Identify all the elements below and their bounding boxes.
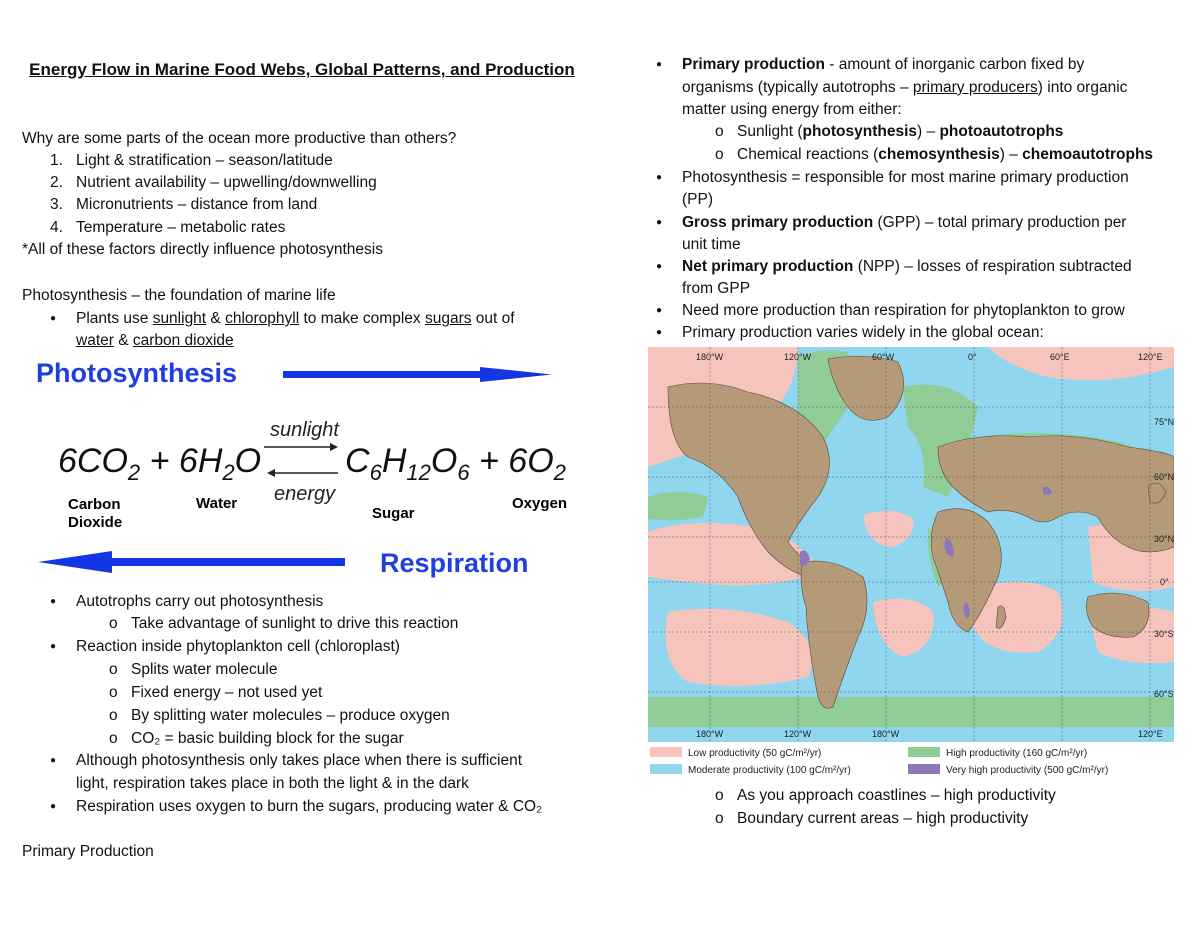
plants-bullet-cont: water & carbon dioxide (76, 332, 234, 349)
map-lat-label: 60°S (1154, 689, 1174, 699)
map-lat-label: 30°N (1154, 534, 1174, 544)
plants-bullet: ● Plants use sunlight & chlorophyll to make complex sugars out of (76, 308, 515, 330)
list-item: o Splits water molecule (131, 659, 277, 681)
map-top-label: 0° (968, 352, 977, 362)
map-top-label: 180°W (696, 352, 724, 362)
map-lat-label: 75°N (1154, 417, 1174, 427)
list-item: o Boundary current areas – high productivity (737, 808, 1028, 830)
list-item: 1. Light & stratification – season/latitude (50, 152, 333, 169)
list-item: o By splitting water molecules – produce oxygen (131, 705, 450, 727)
list-item-cont: from GPP (682, 280, 751, 297)
photosynthesis-diagram (30, 352, 575, 584)
energy-label: energy (274, 483, 336, 505)
map-lat-label: 60°N (1154, 472, 1174, 482)
map-top-label: 60°E (1050, 352, 1070, 362)
list-item-cont: light, respiration takes place in both the light & in the dark (76, 775, 469, 792)
list-item: o Fixed energy – not used yet (131, 682, 322, 704)
legend-label: Moderate productivity (100 gC/m²/yr) (688, 765, 851, 776)
map-legend (650, 747, 1108, 776)
map-bottom-label: 180°W (696, 729, 724, 739)
map-lat-label: 30°S (1154, 629, 1174, 639)
list-item-cont: (PP) (682, 191, 713, 208)
forward-arrow (283, 367, 552, 382)
list-item: ● Gross primary production (GPP) – total primary production per (682, 212, 1126, 234)
list-item-cont: organisms (typically autotrophs – primary producers) into organic (682, 79, 1128, 96)
photosynthesis-label: Photosynthesis (36, 358, 238, 388)
factors-note: *All of these factors directly influence photosynthesis (22, 241, 383, 258)
list-item: ● Autotrophs carry out photosynthesis (76, 591, 323, 613)
list-item: ● Although photosynthesis only takes place when there is sufficient (76, 750, 522, 772)
list-item: o Sunlight (photosynthesis) – photoautotrophs (737, 121, 1063, 143)
svg-text:6CO2 + 6H2O: $6CO_2 + 6H_2O$ (58, 442, 262, 485)
legend-label: Low productivity (50 gC/m²/yr) (688, 748, 822, 759)
legend-label: High productivity (160 gC/m²/yr) (946, 748, 1088, 759)
map-lat-label: 0° (1160, 577, 1169, 587)
oxygen-label: Oxygen (512, 495, 568, 512)
list-item: ● Need more production than respiration for phytoplankton to grow (682, 300, 1125, 322)
page-title: Energy Flow in Marine Food Webs, Global Patterns, and Production (29, 60, 575, 79)
question-text: Why are some parts of the ocean more productive than others? (22, 130, 457, 147)
svg-text:C6H12O6 + 6O2: $C_6H_{12}O_6 + 6O_2$ (345, 442, 566, 485)
list-item: 2. Nutrient availability – upwelling/downwelling (50, 174, 377, 191)
photosynthesis-heading: Photosynthesis – the foundation of marine life (22, 287, 336, 304)
respiration-label: Respiration (380, 548, 529, 578)
backward-arrow (38, 551, 345, 573)
list-item: ● Primary production - amount of inorganic carbon fixed by (682, 54, 1084, 76)
sugar-label: Sugar (372, 505, 415, 522)
list-item: o Take advantage of sunlight to drive this reaction (131, 613, 458, 635)
list-item: ● Photosynthesis = responsible for most marine primary production (682, 167, 1129, 189)
chemical-equation (58, 442, 566, 485)
water-label: Water (196, 495, 238, 512)
productivity-map (648, 347, 1174, 779)
map-top-label: 60°W (872, 352, 895, 362)
list-item: ● Reaction inside phytoplankton cell (chloroplast) (76, 636, 400, 658)
map-bottom-label: 180°W (872, 729, 900, 739)
list-item: o Chemical reactions (chemosynthesis) – chemoautotrophs (737, 144, 1153, 166)
list-item: ● Primary production varies widely in the global ocean: (682, 322, 1044, 344)
dioxide-label: Dioxide (68, 514, 123, 531)
legend-label: Very high productivity (500 gC/m²/yr) (946, 765, 1109, 776)
list-item: ● Respiration uses oxygen to burn the sugars, producing water & CO₂ (76, 796, 542, 818)
list-item: 3. Micronutrients – distance from land (50, 196, 318, 213)
map-bottom-label: 120°W (784, 729, 812, 739)
list-item: 4. Temperature – metabolic rates (50, 219, 286, 236)
map-top-label: 120°W (784, 352, 812, 362)
map-bottom-label: 120°E (1138, 729, 1163, 739)
sunlight-label: sunlight (270, 419, 339, 441)
list-item: o CO₂ = basic building block for the sugar (131, 728, 404, 750)
list-item-cont: unit time (682, 236, 741, 253)
list-item: ● Net primary production (NPP) – losses of respiration subtracted (682, 256, 1132, 278)
carbon-label: Carbon (68, 496, 121, 513)
primary-production-heading: Primary Production (22, 843, 154, 860)
list-item-cont: matter using energy from either: (682, 101, 902, 118)
map-top-label: 120°E (1138, 352, 1163, 362)
list-item: o As you approach coastlines – high productivity (737, 785, 1056, 807)
